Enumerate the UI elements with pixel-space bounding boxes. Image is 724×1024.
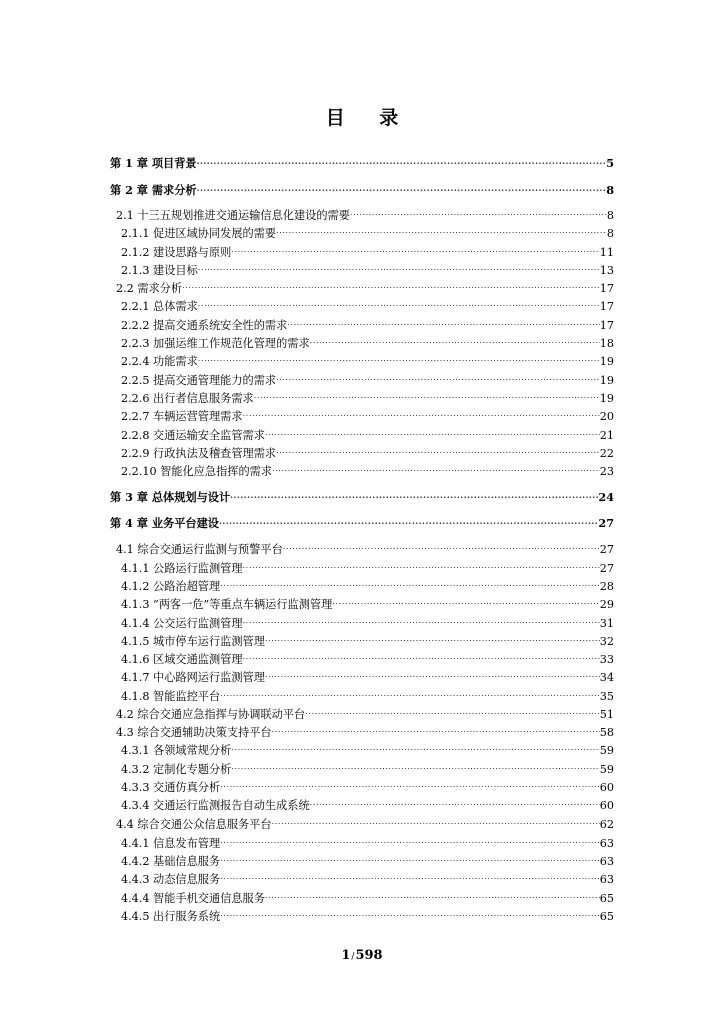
toc-entry-page-number: 59: [599, 763, 614, 776]
toc-entry-page-number: 8: [606, 209, 614, 222]
toc-dot-leader: [305, 704, 600, 718]
toc-subsection-entry[interactable]: [121, 795, 614, 813]
toc-dot-leader: [182, 278, 600, 292]
toc-entry-page-number: 35: [599, 690, 614, 703]
toc-subsection-entry[interactable]: [121, 594, 614, 612]
toc-dot-leader: [243, 613, 600, 627]
toc-entry-label: 2.2.10 智能化应急指挥的需求: [121, 465, 273, 478]
toc-entry-label: 2.2.2 提高交通系统安全性的需求: [121, 319, 288, 332]
toc-entry-label: 4.1.5 城市停车运行监测管理: [121, 635, 265, 648]
toc-dot-leader: [276, 443, 600, 457]
toc-subsection-entry[interactable]: [121, 613, 614, 631]
toc-entry-label: 2.2.5 提高交通管理能力的需求: [121, 374, 277, 387]
toc-subsection-entry[interactable]: [121, 869, 614, 887]
toc-subsection-entry[interactable]: [121, 351, 614, 369]
toc-entry-page-number: 31: [599, 617, 614, 630]
toc-entry-page-number: 34: [599, 671, 614, 684]
toc-chapter-entry[interactable]: [110, 153, 614, 170]
toc-dot-leader: [230, 487, 598, 501]
toc-dot-leader: [350, 205, 607, 219]
toc-dot-leader: [231, 759, 599, 773]
toc-subsection-entry[interactable]: [121, 315, 614, 333]
toc-entry-label: 2.1.2 建设思路与原则: [121, 246, 232, 259]
toc-dot-leader: [231, 242, 599, 256]
toc-entry-label: 4.3.1 各领域常规分析: [121, 744, 232, 757]
toc-entry-label: 2.2.3 加强运维工作规范化管理的需求: [121, 337, 310, 350]
toc-entry-page-number: 32: [599, 635, 614, 648]
toc-entry-label: 2.2.7 车辆运营管理需求: [121, 410, 243, 423]
toc-dot-leader: [197, 153, 607, 167]
toc-dot-leader: [310, 795, 600, 809]
page-number-footer: [0, 948, 724, 963]
toc-entry-page-number: 11: [599, 246, 614, 259]
toc-entry-label: 4.4.5 出行服务系统: [121, 910, 221, 923]
toc-dot-leader: [198, 296, 600, 310]
current-page: 1: [341, 948, 351, 963]
toc-entry-label: 2.2.1 总体需求: [121, 300, 198, 313]
toc-entry-label: 4.1.3 “两客一危”等重点车辆运行监测管理: [121, 598, 333, 611]
toc-entry-label: 4.2 综合交通应急指挥与协调联动平台: [116, 708, 306, 721]
toc-dot-leader: [287, 315, 599, 329]
toc-entry-label: 2.2.8 交通运输安全监管需求: [121, 429, 265, 442]
toc-entry-label: 4.3.2 定制化专题分析: [121, 763, 232, 776]
toc-dot-leader: [254, 388, 600, 402]
toc-entry-label: 4.3.4 交通运行监测报告自动生成系统: [121, 799, 310, 812]
toc-section-entry[interactable]: [116, 205, 614, 223]
toc-entry-page-number: 19: [599, 374, 614, 387]
toc-dot-leader: [265, 425, 600, 439]
toc-entry-page-number: 19: [599, 392, 614, 405]
toc-entry-label: 2.2.6 出行者信息服务需求: [121, 392, 254, 405]
toc-dot-leader: [198, 351, 600, 365]
toc-entry-label: 4.1.8 智能监控平台: [121, 690, 221, 703]
toc-entry-label: 2.1 十三五规划推进交通运输信息化建设的需要: [116, 209, 350, 222]
toc-dot-leader: [220, 686, 600, 700]
toc-entry-page-number: 8: [606, 183, 614, 197]
toc-entry-label: 4.4.4 智能手机交通信息服务: [121, 892, 265, 905]
toc-subsection-entry[interactable]: [121, 370, 614, 388]
toc-entry-label: 第 1 章 项目背景: [110, 156, 197, 170]
toc-entry-label: 4.3.3 交通仿真分析: [121, 781, 221, 794]
toc-section-entry[interactable]: [116, 704, 614, 722]
toc-dot-leader: [231, 740, 599, 754]
toc-dot-leader: [265, 667, 600, 681]
toc-entry-label: 4.4 综合交通公众信息服务平台: [116, 818, 272, 831]
toc-section-entry[interactable]: [116, 814, 614, 832]
toc-subsection-entry[interactable]: [121, 223, 614, 241]
toc-subsection-entry[interactable]: [121, 906, 614, 924]
toc-entry-label: 2.1.1 促进区域协同发展的需要: [121, 227, 277, 240]
toc-entry-label: 2.2.9 行政执法及稽查管理需求: [121, 447, 277, 460]
toc-entry-page-number: 63: [599, 837, 614, 850]
toc-dot-leader: [276, 370, 600, 384]
toc-dot-leader: [283, 539, 600, 553]
toc-entry-label: 4.1.1 公路运行监测管理: [121, 562, 243, 575]
toc-dot-leader: [276, 223, 607, 237]
toc-entry-page-number: 62: [599, 818, 614, 831]
toc-entry-label: 2.1.3 建设目标: [121, 264, 198, 277]
toc-subsection-entry[interactable]: [121, 242, 614, 260]
toc-entry-page-number: 60: [599, 799, 614, 812]
toc-dot-leader: [272, 814, 600, 828]
toc-entry-page-number: 18: [599, 337, 614, 350]
toc-dot-leader: [197, 180, 607, 194]
toc-chapter-entry[interactable]: [110, 513, 614, 530]
toc-subsection-entry[interactable]: [121, 443, 614, 461]
toc-entry-page-number: 33: [599, 653, 614, 666]
toc-subsection-entry[interactable]: [121, 667, 614, 685]
toc-subsection-entry[interactable]: [121, 558, 614, 576]
toc-entry-label: 第 3 章 总体规划与设计: [110, 490, 231, 504]
toc-entry-label: 4.4.1 信息发布管理: [121, 837, 221, 850]
toc-subsection-entry[interactable]: [121, 461, 614, 479]
toc-entry-label: 第 4 章 业务平台建设: [110, 516, 219, 530]
toc-entry-page-number: 13: [599, 264, 614, 277]
toc-entry-page-number: 63: [599, 873, 614, 886]
toc-entry-page-number: 23: [599, 465, 614, 478]
toc-section-entry[interactable]: [116, 722, 614, 740]
toc-section-entry[interactable]: [116, 539, 614, 557]
toc-entry-page-number: 27: [599, 562, 614, 575]
toc-entry-label: 2.2.4 功能需求: [121, 355, 198, 368]
total-pages: 598: [355, 948, 383, 963]
toc-dot-leader: [272, 722, 600, 736]
toc-entry-page-number: 17: [599, 319, 614, 332]
toc-dot-leader: [220, 833, 600, 847]
toc-dot-leader: [243, 406, 600, 420]
toc-entry-page-number: 58: [599, 726, 614, 739]
toc-dot-leader: [243, 649, 600, 663]
toc-dot-leader: [220, 777, 600, 791]
toc-subsection-entry[interactable]: [121, 686, 614, 704]
toc-entry-label: 4.4.2 基础信息服务: [121, 855, 221, 868]
toc-subsection-entry[interactable]: [121, 296, 614, 314]
toc-subsection-entry[interactable]: [121, 851, 614, 869]
page-separator: /: [351, 952, 355, 962]
toc-dot-leader: [220, 906, 600, 920]
toc-entry-page-number: 59: [599, 744, 614, 757]
toc-subsection-entry[interactable]: [121, 888, 614, 906]
toc-entry-page-number: 29: [599, 598, 614, 611]
toc-entry-page-number: 65: [599, 892, 614, 905]
toc-subsection-entry[interactable]: [121, 759, 614, 777]
toc-subsection-entry[interactable]: [121, 740, 614, 758]
toc-dot-leader: [198, 260, 600, 274]
toc-entry-page-number: 8: [606, 227, 614, 240]
toc-entry-label: 4.1.6 区域交通监测管理: [121, 653, 243, 666]
toc-entry-page-number: 17: [599, 300, 614, 313]
toc-entry-page-number: 27: [598, 516, 614, 530]
toc-entry-label: 4.1.7 中心路网运行监测管理: [121, 671, 265, 684]
toc-subsection-entry[interactable]: [121, 833, 614, 851]
toc-chapter-entry[interactable]: [110, 487, 614, 504]
toc-subsection-entry[interactable]: [121, 576, 614, 594]
toc-dot-leader: [220, 869, 600, 883]
toc-subsection-entry[interactable]: [121, 777, 614, 795]
toc-subsection-entry[interactable]: [121, 649, 614, 667]
toc-chapter-entry[interactable]: [110, 180, 614, 197]
toc-dot-leader: [220, 576, 600, 590]
toc-entry-page-number: 27: [599, 543, 614, 556]
toc-entry-page-number: 51: [599, 708, 614, 721]
toc-entry-label: 第 2 章 需求分析: [110, 183, 197, 197]
toc-entry-page-number: 19: [599, 355, 614, 368]
toc-dot-leader: [220, 851, 600, 865]
toc-entry-label: 4.3 综合交通辅助决策支持平台: [116, 726, 272, 739]
toc-entry-page-number: 60: [599, 781, 614, 794]
toc-dot-leader: [310, 333, 600, 347]
toc-entry-page-number: 63: [599, 855, 614, 868]
toc-entry-page-number: 28: [599, 580, 614, 593]
toc-entry-page-number: 24: [598, 490, 614, 504]
toc-dot-leader: [272, 461, 600, 475]
toc-entry-page-number: 65: [599, 910, 614, 923]
toc-entry-page-number: 21: [599, 429, 614, 442]
toc-subsection-entry[interactable]: [121, 406, 614, 424]
toc-subsection-entry[interactable]: [121, 631, 614, 649]
toc-dot-leader: [332, 594, 599, 608]
toc-dot-leader: [265, 888, 600, 902]
toc-subsection-entry[interactable]: [121, 260, 614, 278]
toc-dot-leader: [265, 631, 600, 645]
page-title: 目 录: [325, 107, 413, 129]
toc-entry-page-number: 20: [599, 410, 614, 423]
toc-entry-label: 4.4.3 动态信息服务: [121, 873, 221, 886]
toc-entry-label: 2.2 需求分析: [116, 282, 183, 295]
toc-dot-leader: [243, 558, 600, 572]
toc-entry-page-number: 22: [599, 447, 614, 460]
toc-entry-label: 4.1.4 公交运行监测管理: [121, 617, 243, 630]
toc-entry-page-number: 5: [606, 156, 614, 170]
toc-entry-page-number: 17: [599, 282, 614, 295]
toc-subsection-entry[interactable]: [121, 388, 614, 406]
toc-section-entry[interactable]: [116, 278, 614, 296]
toc-dot-leader: [219, 513, 598, 527]
toc-entry-label: 4.1 综合交通运行监测与预警平台: [116, 543, 283, 556]
toc-subsection-entry[interactable]: [121, 333, 614, 351]
toc-subsection-entry[interactable]: [121, 425, 614, 443]
toc-entry-label: 4.1.2 公路治超管理: [121, 580, 221, 593]
